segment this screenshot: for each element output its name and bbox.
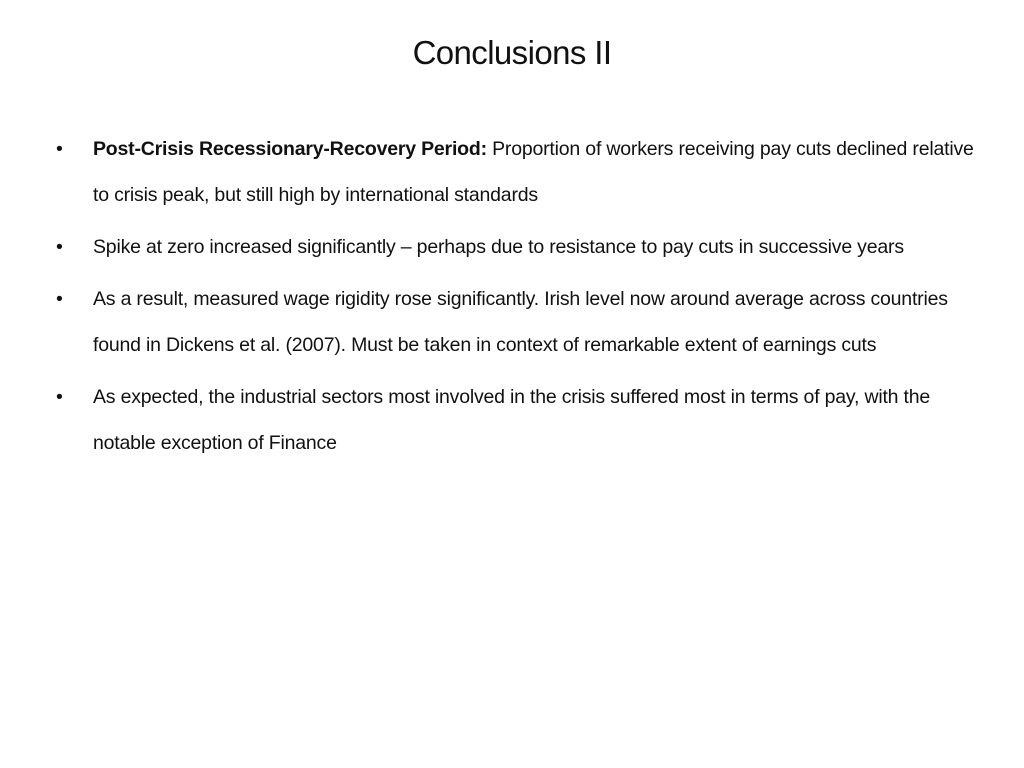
bullet-icon: • (56, 236, 63, 258)
bullet-text: As a result, measured wage rigidity rose significantly. Irish level now around average across countries found in Dickens et al. (2007). Must be taken in context of remarkable extent of earnings cuts (93, 288, 948, 356)
slide-title: Conclusions II (412, 34, 612, 71)
bullet-text: Proportion of workers receiving pay cuts declined relative to crisis peak, but still high by international standards (93, 138, 974, 206)
bullet-icon: • (56, 288, 63, 310)
bullet-lead-text: Post-Crisis Recessionary-Recovery Period: (93, 138, 487, 160)
bullet-item (56, 126, 976, 218)
bullet-list (56, 126, 976, 472)
bullet-text: As expected, the industrial sectors most involved in the crisis suffered most in terms of pay, with the notable exception of Finance (93, 386, 931, 454)
bullet-icon: • (56, 386, 63, 408)
bullet-item (56, 224, 976, 270)
bullet-item (56, 374, 976, 466)
bullet-item (56, 276, 976, 368)
bullet-text: Spike at zero increased significantly – perhaps due to resistance to pay cuts in successive years (93, 236, 904, 258)
bullet-icon: • (56, 138, 63, 160)
